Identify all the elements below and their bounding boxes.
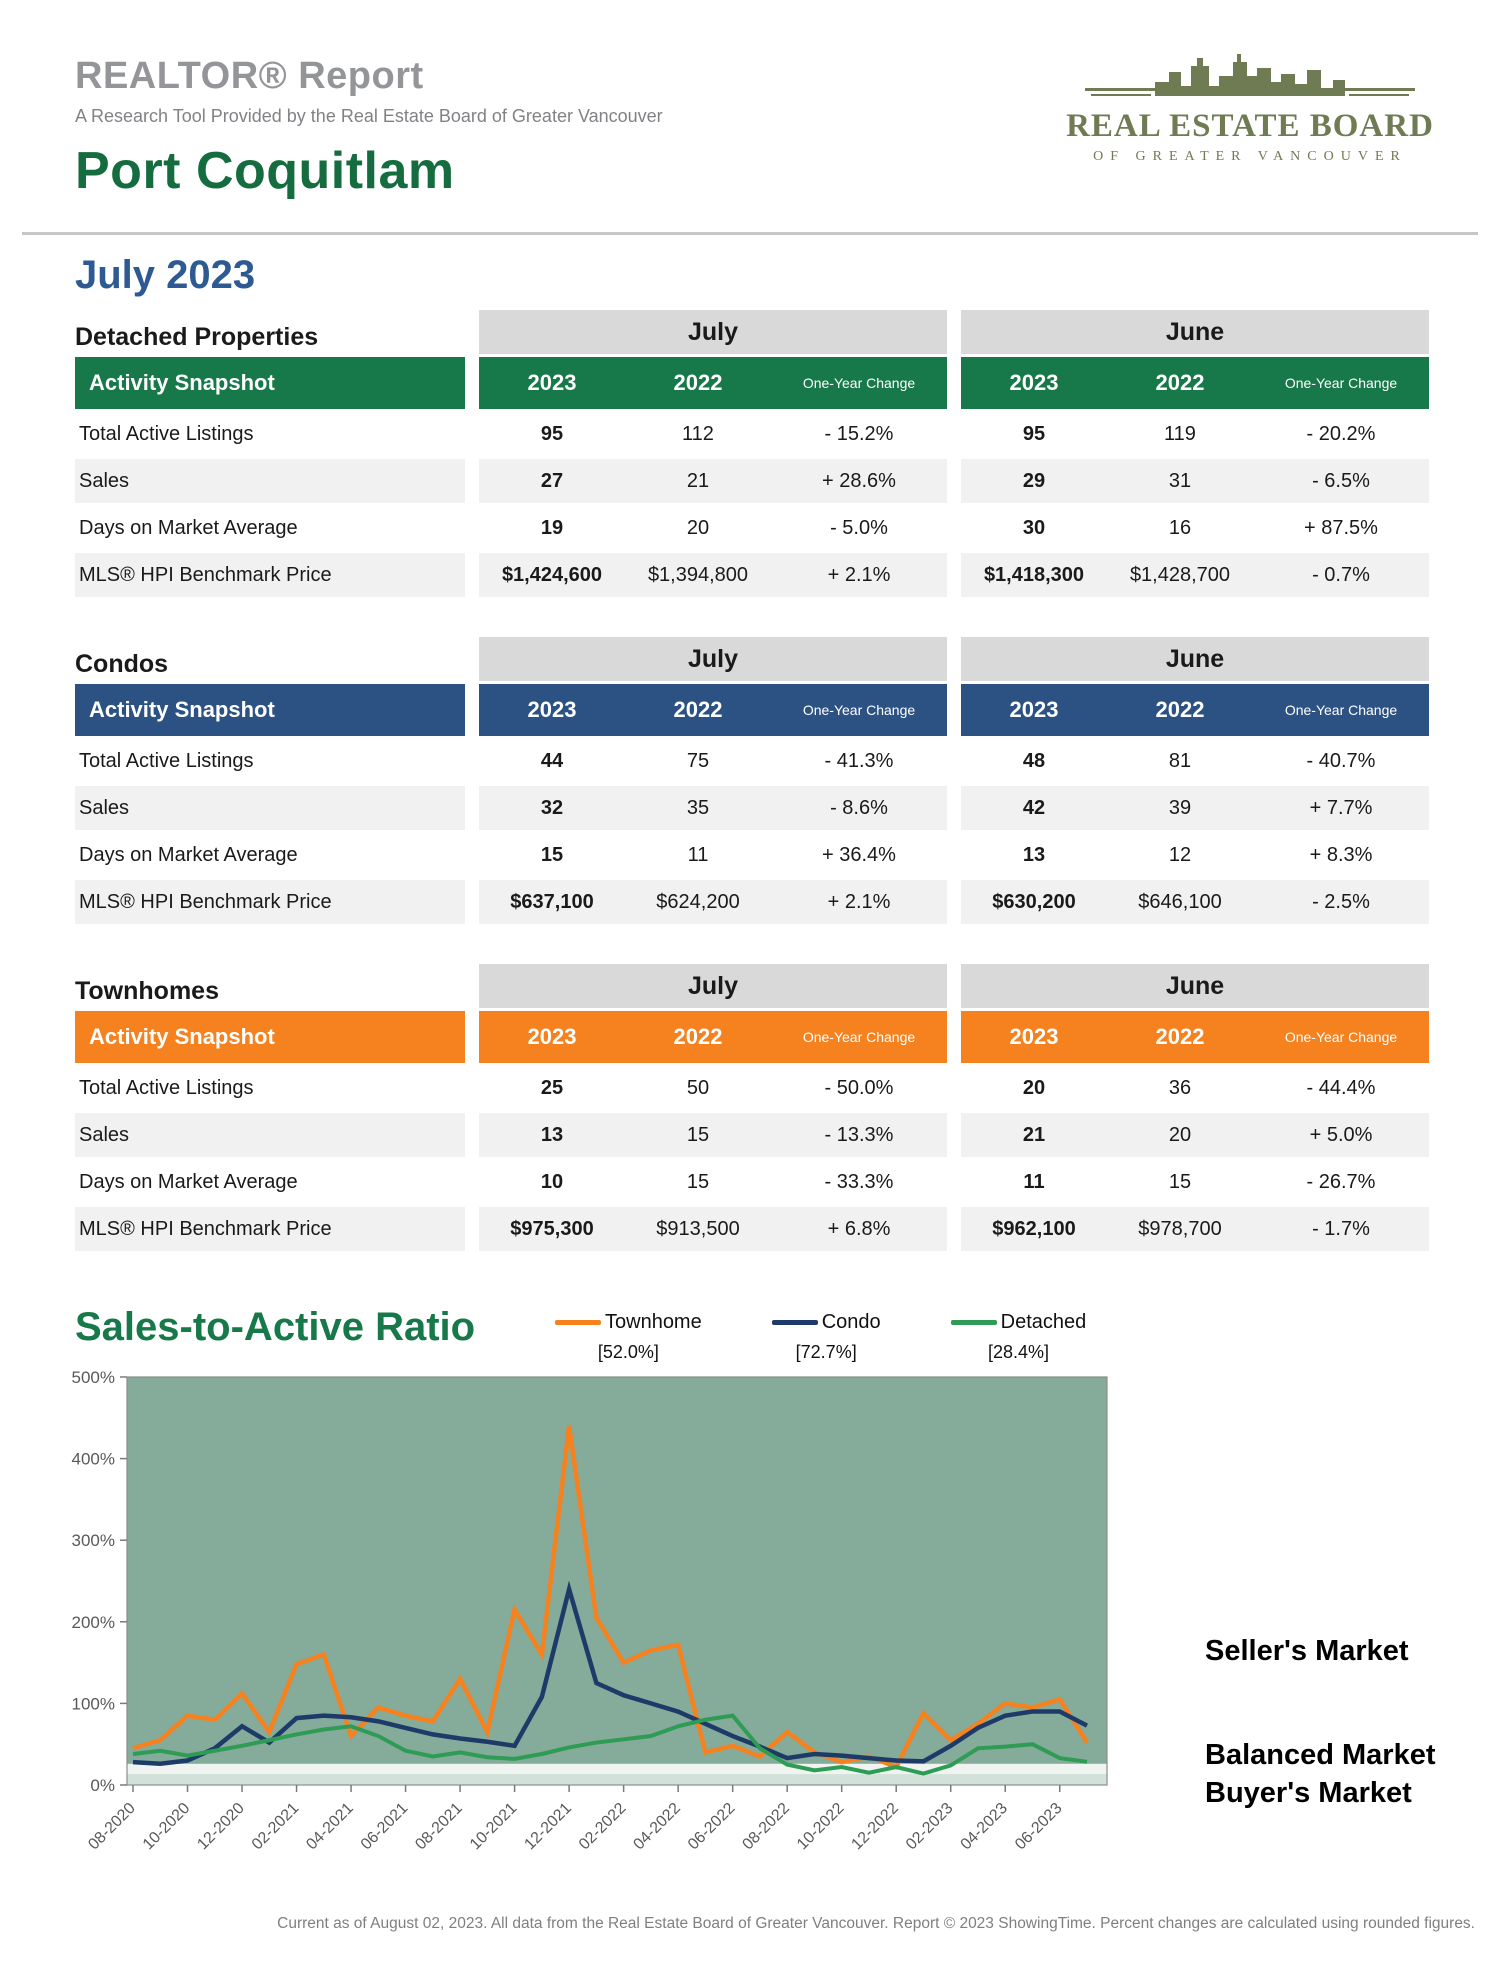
section-title: Detached Properties — [75, 323, 319, 351]
column-header: 2023 — [527, 1024, 577, 1049]
period-band: June — [961, 637, 1429, 681]
value-cell: $978,700 — [1138, 1217, 1222, 1240]
value-group — [961, 786, 1429, 830]
row-label: Total Active Listings — [79, 422, 254, 445]
value-cell: + 7.7% — [1309, 796, 1373, 819]
value-cell: 44 — [540, 749, 564, 772]
value-group — [479, 786, 947, 830]
table-header-row — [75, 357, 1440, 409]
activity-snapshot-header: Activity Snapshot — [75, 357, 465, 409]
report-subtitle: A Research Tool Provided by the Real Estate Board of Greater Vancouver — [75, 106, 663, 126]
value-cell: $913,500 — [656, 1217, 740, 1240]
value-cell: - 15.2% — [824, 422, 894, 445]
table-row — [75, 459, 1440, 503]
footer-note: Current as of August 02, 2023. All data from the Real Estate Board of Greater Vancouver. Report © 2023 ShowingTime. Percent changes are calculated using rounded figures. — [277, 1915, 1475, 1932]
value-group — [961, 1207, 1429, 1251]
legend-label: Condo — [821, 1311, 881, 1333]
row-label: Days on Market Average — [79, 1170, 298, 1193]
period-band: July — [479, 637, 947, 681]
value-cell: $975,300 — [510, 1217, 594, 1240]
value-cell: 81 — [1168, 749, 1192, 772]
period-band: July — [479, 964, 947, 1008]
row-label: Sales — [75, 1113, 465, 1157]
column-header: One-Year Change — [1284, 1028, 1398, 1045]
value-cell: + 2.1% — [827, 563, 891, 586]
logo-name: REAL ESTATE BOARD — [1066, 108, 1434, 144]
value-cell: 15 — [686, 1170, 710, 1193]
table-row — [75, 1207, 1440, 1251]
ratio-chart-svg — [55, 1367, 1185, 1887]
row-label: Total Active Listings — [79, 1076, 254, 1099]
period-row — [75, 964, 1440, 1008]
value-cell: - 2.5% — [1312, 890, 1370, 913]
x-axis-label: 08-2020 — [85, 1799, 139, 1854]
value-group — [961, 553, 1429, 597]
value-cell: 21 — [686, 469, 710, 492]
y-axis-label: 500% — [71, 1368, 115, 1387]
value-cell: $1,394,800 — [647, 563, 749, 586]
legend-current-value: [52.0%] — [597, 1342, 659, 1362]
value-cell: 31 — [1168, 469, 1192, 492]
table-row — [75, 786, 1440, 830]
legend-item — [772, 1311, 881, 1363]
value-group — [479, 459, 947, 503]
table-row — [75, 1160, 1440, 1204]
value-cell: 48 — [1022, 749, 1046, 772]
x-axis-label: 08-2021 — [412, 1799, 466, 1854]
legend-item — [951, 1311, 1087, 1363]
activity-table — [75, 637, 1440, 924]
sales-to-active-chart — [0, 1367, 1500, 1887]
value-cell: - 8.6% — [830, 796, 888, 819]
legend-entry — [951, 1311, 1087, 1334]
legend-label: Townhome — [605, 1311, 702, 1333]
value-cell: 11 — [687, 843, 709, 866]
year-header-group — [479, 684, 947, 736]
value-cell: $1,424,600 — [501, 563, 603, 586]
activity-table — [75, 964, 1440, 1251]
value-group — [961, 880, 1429, 924]
table-row — [75, 506, 1440, 550]
report-title: REALTOR® Report — [75, 55, 424, 97]
value-cell: 20 — [1022, 1076, 1046, 1099]
x-axis-label: 04-2021 — [303, 1799, 357, 1854]
table-header-row — [75, 1011, 1440, 1063]
value-cell: 16 — [1168, 516, 1192, 539]
balanced-market-label: Balanced Market — [1205, 1739, 1436, 1771]
buyer-market-band — [127, 1774, 1107, 1785]
column-header: 2022 — [1155, 697, 1205, 722]
row-label: Days on Market Average — [79, 516, 298, 539]
row-label: Days on Market Average — [79, 843, 298, 866]
legend-label: Detached — [1000, 1311, 1087, 1333]
value-cell: $1,418,300 — [983, 563, 1085, 586]
value-cell: 32 — [540, 796, 564, 819]
column-header: 2022 — [1155, 1024, 1205, 1049]
x-axis-label: 02-2021 — [248, 1799, 303, 1854]
value-cell: + 28.6% — [822, 469, 896, 492]
value-cell: + 87.5% — [1304, 516, 1378, 539]
logo-subname: OF GREATER VANCOUVER — [1093, 149, 1407, 164]
page-header — [0, 0, 1500, 232]
x-axis-label: 12-2022 — [848, 1799, 903, 1854]
value-cell: - 33.3% — [824, 1170, 894, 1193]
period-row — [75, 637, 1440, 681]
section-title: Townhomes — [75, 977, 219, 1005]
detached-line-swatch — [951, 1320, 997, 1325]
legend-item — [555, 1311, 702, 1363]
column-header: 2023 — [1009, 1024, 1059, 1049]
value-group — [961, 506, 1429, 550]
row-label: Sales — [75, 786, 465, 830]
column-header: 2022 — [673, 1024, 723, 1049]
value-cell: + 6.8% — [827, 1217, 891, 1240]
townhome-line-swatch — [555, 1320, 601, 1325]
value-cell: + 2.1% — [827, 890, 891, 913]
value-cell: + 5.0% — [1309, 1123, 1373, 1146]
x-axis-label: 06-2021 — [357, 1799, 412, 1854]
value-cell: 30 — [1022, 516, 1046, 539]
value-cell: $630,200 — [992, 890, 1076, 913]
value-group — [961, 1160, 1429, 1204]
value-cell: 95 — [540, 422, 564, 445]
value-group — [479, 1066, 947, 1110]
y-axis-label: 300% — [71, 1531, 115, 1551]
year-header-group — [961, 1011, 1429, 1063]
value-cell: 75 — [686, 749, 710, 772]
row-label: MLS® HPI Benchmark Price — [75, 553, 465, 597]
value-cell: $1,428,700 — [1129, 563, 1231, 586]
table-header-row — [75, 684, 1440, 736]
value-cell: 12 — [1168, 843, 1192, 866]
legend-current-value: [28.4%] — [987, 1342, 1049, 1362]
value-cell: 19 — [540, 516, 564, 539]
table-row — [75, 739, 1440, 783]
value-group — [479, 880, 947, 924]
table-row — [75, 833, 1440, 877]
value-group — [479, 833, 947, 877]
year-header-group — [961, 684, 1429, 736]
value-cell: 35 — [686, 796, 710, 819]
x-axis-label: 10-2022 — [793, 1799, 848, 1854]
legend-entry — [555, 1311, 702, 1334]
balanced-market-band — [127, 1764, 1107, 1775]
value-cell: $624,200 — [656, 890, 740, 913]
value-cell: - 40.7% — [1306, 749, 1376, 772]
value-cell: - 0.7% — [1312, 563, 1370, 586]
value-cell: + 36.4% — [822, 843, 896, 866]
value-cell: - 44.4% — [1306, 1076, 1376, 1099]
value-group — [479, 739, 947, 783]
chart-title: Sales-to-Active Ratio — [75, 1305, 476, 1349]
value-cell: 15 — [686, 1123, 710, 1146]
value-cell: $646,100 — [1138, 890, 1222, 913]
column-header: 2022 — [673, 370, 723, 395]
value-group — [479, 1207, 947, 1251]
row-label: MLS® HPI Benchmark Price — [75, 1207, 465, 1251]
value-cell: 13 — [1022, 843, 1046, 866]
x-axis-label: 06-2023 — [1012, 1799, 1066, 1854]
value-group — [479, 412, 947, 456]
value-group — [961, 412, 1429, 456]
y-axis-label: 0% — [90, 1776, 115, 1795]
value-cell: 29 — [1022, 469, 1046, 492]
x-axis-label: 10-2020 — [139, 1799, 194, 1854]
value-group — [479, 553, 947, 597]
chart-legend — [555, 1305, 1086, 1363]
value-cell: 11 — [1023, 1170, 1045, 1193]
value-cell: 36 — [1168, 1076, 1192, 1099]
table-row — [75, 553, 1440, 597]
value-cell: 27 — [540, 469, 564, 492]
legend-current-value: [72.7%] — [795, 1342, 857, 1362]
city-skyline-icon — [1055, 48, 1445, 106]
column-header: One-Year Change — [802, 374, 916, 391]
value-cell: 15 — [540, 843, 564, 866]
row-label: MLS® HPI Benchmark Price — [75, 880, 465, 924]
column-header: 2023 — [527, 697, 577, 722]
value-cell: 13 — [540, 1123, 564, 1146]
value-cell: - 41.3% — [824, 749, 894, 772]
y-axis-label: 100% — [71, 1694, 115, 1714]
x-axis-label: 08-2022 — [739, 1799, 793, 1854]
value-cell: - 20.2% — [1306, 422, 1376, 445]
period-band: July — [479, 310, 947, 354]
value-cell: 20 — [686, 516, 710, 539]
value-cell: 95 — [1022, 422, 1046, 445]
activity-snapshot-header: Activity Snapshot — [75, 684, 465, 736]
column-header: 2022 — [1155, 370, 1205, 395]
column-header: One-Year Change — [1284, 374, 1398, 391]
period-band: June — [961, 310, 1429, 354]
year-header-group — [479, 1011, 947, 1063]
value-cell: $962,100 — [992, 1217, 1076, 1240]
buyers-market-label: Buyer's Market — [1205, 1777, 1412, 1809]
table-row — [75, 1066, 1440, 1110]
value-cell: 10 — [540, 1170, 564, 1193]
value-group — [961, 833, 1429, 877]
activity-table — [75, 310, 1440, 597]
row-label: Total Active Listings — [79, 749, 254, 772]
tables — [0, 304, 1500, 1251]
x-axis-label: 12-2021 — [521, 1799, 575, 1854]
month-heading: July 2023 — [75, 253, 256, 297]
value-group — [961, 739, 1429, 783]
chart-header — [0, 1291, 1500, 1367]
x-axis-label: 04-2023 — [957, 1799, 1012, 1854]
column-header: 2023 — [1009, 370, 1059, 395]
section-title: Condos — [75, 650, 169, 678]
value-cell: 21 — [1022, 1123, 1046, 1146]
value-cell: 15 — [1168, 1170, 1192, 1193]
column-header: One-Year Change — [802, 1028, 916, 1045]
value-cell: 50 — [686, 1076, 710, 1099]
value-cell: - 1.7% — [1312, 1217, 1370, 1240]
legend-entry — [772, 1311, 881, 1334]
row-label: Sales — [75, 459, 465, 503]
value-group — [479, 1113, 947, 1157]
column-header: 2023 — [1009, 697, 1059, 722]
value-cell: - 6.5% — [1312, 469, 1370, 492]
column-header: One-Year Change — [802, 701, 916, 718]
table-row — [75, 412, 1440, 456]
value-cell: 39 — [1168, 796, 1192, 819]
x-axis-label: 10-2021 — [466, 1799, 521, 1854]
value-cell: 25 — [540, 1076, 564, 1099]
year-header-group — [479, 357, 947, 409]
value-cell: $637,100 — [510, 890, 594, 913]
value-cell: - 13.3% — [824, 1123, 894, 1146]
y-axis-label: 400% — [71, 1449, 115, 1469]
value-cell: - 50.0% — [824, 1076, 894, 1099]
x-axis-label: 12-2020 — [194, 1799, 248, 1854]
activity-snapshot-header: Activity Snapshot — [75, 1011, 465, 1063]
value-cell: - 5.0% — [830, 516, 888, 539]
value-cell: 112 — [682, 422, 714, 445]
sellers-market-label: Seller's Market — [1205, 1635, 1409, 1667]
period-band: June — [961, 964, 1429, 1008]
table-row — [75, 880, 1440, 924]
value-group — [961, 459, 1429, 503]
value-cell: 20 — [1168, 1123, 1192, 1146]
column-header: One-Year Change — [1284, 701, 1398, 718]
value-cell: 119 — [1164, 422, 1196, 445]
table-row — [75, 1113, 1440, 1157]
value-cell: 42 — [1022, 796, 1046, 819]
condo-line-swatch — [772, 1320, 818, 1325]
board-logo — [1055, 48, 1445, 165]
year-header-group — [961, 357, 1429, 409]
column-header: 2023 — [527, 370, 577, 395]
y-axis-label: 200% — [71, 1612, 115, 1632]
value-group — [961, 1113, 1429, 1157]
value-cell: - 26.7% — [1306, 1170, 1376, 1193]
period-row — [75, 310, 1440, 354]
value-cell: + 8.3% — [1309, 843, 1373, 866]
value-group — [479, 506, 947, 550]
x-axis-label: 04-2022 — [630, 1799, 684, 1854]
value-group — [961, 1066, 1429, 1110]
x-axis-label: 06-2022 — [684, 1799, 739, 1854]
x-axis-label: 02-2022 — [575, 1799, 630, 1854]
value-group — [479, 1160, 947, 1204]
x-axis-label: 02-2023 — [903, 1799, 957, 1854]
column-header: 2022 — [673, 697, 723, 722]
page-title: Port Coquitlam — [75, 142, 455, 200]
